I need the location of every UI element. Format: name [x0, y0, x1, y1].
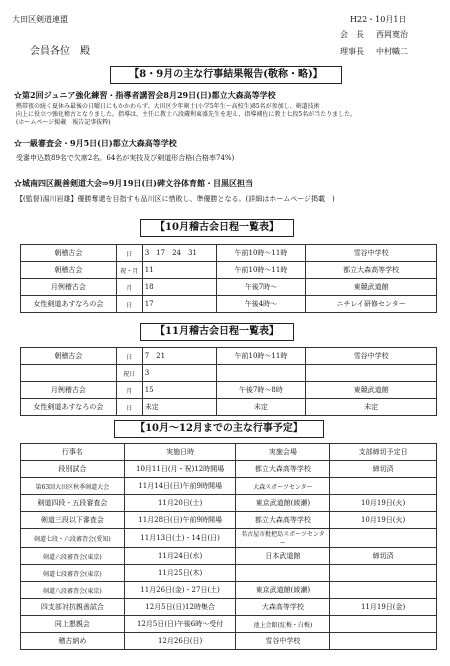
nov-place: 未定 [306, 399, 437, 416]
sched-venue [236, 565, 330, 582]
sched-deadline: 10月19日(火) [330, 495, 437, 512]
nov-name: 女性剣道あすなろの会 [21, 399, 117, 416]
nov-name: 月例稽古会 [21, 382, 117, 399]
event1-title: ☆第2回ジュニア強化練習・指導者講習会8月29日(日)都立大森高等学校 [14, 90, 276, 100]
sched-date: 10月11日(月・祝)12時開場 [124, 461, 236, 478]
sched-date: 11月25日(木) [124, 565, 236, 582]
sched-row [21, 512, 437, 529]
sched-deadline [330, 478, 437, 495]
sched-event: 稽古納め [21, 633, 125, 650]
sched-deadline: 締切済 [330, 548, 437, 565]
oct-day-tag: 祝・月 [116, 262, 142, 279]
sched-row [21, 461, 437, 478]
issue-date: H22・10月1日 [350, 15, 407, 24]
sched-row [21, 548, 437, 565]
director-name: 中村幟二 [376, 47, 408, 56]
oct-place: ニチレイ研修センター [306, 296, 437, 313]
event1-body2: 向上に役立つ強化稽古となりました。指導は、主任に教士八段蔵利東盛先生を迎え、指導補佐に教士七段5名が当たりました。 [16, 111, 357, 118]
oct-time: 午前10時〜11時 [216, 245, 306, 262]
sched-venue: 大森スポーツセンター [236, 478, 330, 495]
sched-row [21, 495, 437, 512]
sched-date: 12月5日(日)12時集合 [124, 599, 236, 616]
sched-row [21, 633, 437, 650]
nov-time [216, 365, 306, 382]
sched-date: 11月14日(日)午前9時開場 [124, 478, 236, 495]
sched-deadline [330, 565, 437, 582]
oct-days: 11 [142, 262, 216, 279]
sched-deadline: 11月19日(金) [330, 599, 437, 616]
sched-head-date: 実施日時 [124, 444, 236, 461]
report-title: 【8・9月の主な行事結果報告(敬称・略)】 [110, 66, 342, 84]
nov-days: 未定 [142, 399, 216, 416]
sched-deadline: 締切済 [330, 461, 437, 478]
nov-row [21, 382, 437, 399]
event2-body: 受審申込数89名で欠席2名。64名が実技及び剣道形合格(合格率74%) [16, 154, 235, 162]
nov-place: 雪谷中学校 [306, 348, 437, 365]
sched-venue: 名古屋市枇杷島スポーツセンター [236, 529, 330, 548]
nov-day-tag: 日 [116, 399, 142, 416]
sched-date: 11月28日(日)午前9時開場 [124, 512, 236, 529]
oct-time: 午後7時〜 [216, 279, 306, 296]
sched-event: 剣道六段審査会(東京) [21, 548, 125, 565]
sched-deadline [330, 582, 437, 599]
sched-venue: 東京武道館(綾瀬) [236, 495, 330, 512]
sched-row [21, 599, 437, 616]
nov-day-tag: 月 [116, 382, 142, 399]
sched-row [21, 616, 437, 633]
oct-name: 朝稽古会 [21, 262, 117, 279]
sched-venue: 池上会館(紅梅・白梅) [236, 616, 330, 633]
sched-head-venue: 実施会場 [236, 444, 330, 461]
event3-title: ☆城南四区親善剣道大会⇒9月19日(日)碑文谷体育館・目黒区担当 [14, 178, 253, 188]
sched-event: 剣道三段以下審査会 [21, 512, 125, 529]
sched-deadline [330, 633, 437, 650]
oct-place: 都立大森高等学校 [306, 262, 437, 279]
oct-day-tag: 日 [116, 296, 142, 313]
oct-row [21, 245, 437, 262]
nov-row [21, 365, 437, 382]
recipient: 会員各位 殿 [30, 46, 90, 57]
oct-days: 17 [142, 296, 216, 313]
nov-days: 3 [142, 365, 216, 382]
president-title: 会 長 [340, 30, 364, 39]
sched-venue: 都立大森高等学校 [236, 461, 330, 478]
sched-venue: 都立大森高等学校 [236, 512, 330, 529]
sched-head-event: 行事名 [21, 444, 125, 461]
sched-table [20, 443, 437, 650]
president-name: 西岡寛治 [376, 30, 408, 39]
sched-event: 剣道八段審査会(東京) [21, 582, 125, 599]
oct-days: 18 [142, 279, 216, 296]
oct-day-tag: 月 [116, 279, 142, 296]
sched-venue: 大森高等学校 [236, 599, 330, 616]
oct-table [20, 244, 437, 313]
nov-name: 朝稽古会 [21, 348, 117, 365]
oct-days: 3 17 24 31 [142, 245, 216, 262]
nov-title: 【11月稽古会日程一覧表】 [140, 323, 294, 341]
nov-row [21, 399, 437, 416]
sched-deadline [330, 616, 437, 633]
oct-title: 【10月稽古会日程一覧表】 [140, 219, 294, 237]
oct-day-tag: 日 [116, 245, 142, 262]
nov-row [21, 348, 437, 365]
nov-place [306, 365, 437, 382]
event1-body3: (ホームページ掲載 報告記事抜粋) [16, 119, 111, 126]
sched-date: 11月24日(水) [124, 548, 236, 565]
nov-time: 未定 [216, 399, 306, 416]
nov-time: 午前10時〜11時 [216, 348, 306, 365]
sched-venue: 日本武道館 [236, 548, 330, 565]
oct-time: 午後4時〜 [216, 296, 306, 313]
org-name: 大田区剣道連盟 [12, 15, 68, 24]
oct-name: 朝稽古会 [21, 245, 117, 262]
sched-venue: 東京武道館(綾瀬) [236, 582, 330, 599]
sched-row [21, 582, 437, 599]
sched-event: 同上懇親会 [21, 616, 125, 633]
oct-name: 女性剣道あすなろの会 [21, 296, 117, 313]
sched-date: 12月26日(日) [124, 633, 236, 650]
sched-date: 11月13日(土)・14日(日) [124, 529, 236, 548]
sched-row [21, 478, 437, 495]
sched-row [21, 529, 437, 548]
sched-date: 12月5日(日)午後6時〜受付 [124, 616, 236, 633]
sched-date: 11月20日(土) [124, 495, 236, 512]
oct-time: 午前10時〜11時 [216, 262, 306, 279]
nov-day-tag: 祝日 [116, 365, 142, 382]
sched-event: 段別試合 [21, 461, 125, 478]
oct-place: 東競武道館 [306, 279, 437, 296]
event1-body1: 熱帯夜の続く夏休み最後の日曜日にもかかわらず、大田区少年剣士(小学5年生〜高校生)85名が参加し、剣道技術 [16, 103, 320, 110]
sched-event: 剣道七段審査会(東京) [21, 565, 125, 582]
nov-days: 15 [142, 382, 216, 399]
oct-row [21, 279, 437, 296]
sched-venue: 雪谷中学校 [236, 633, 330, 650]
sched-title: 【10月〜12月までの主な行事予定】 [114, 420, 324, 438]
nov-place: 東競武道館 [306, 382, 437, 399]
sched-head-deadline: 支部締切予定日 [330, 444, 437, 461]
event3-body: 【(監督)湯川岩雄】優勝奪還を目指すも品川区に惜敗し、準優勝となる。(詳細はホームページ掲載 ) [16, 195, 335, 203]
nov-time: 午後7時〜8時 [216, 382, 306, 399]
nov-day-tag: 日 [116, 348, 142, 365]
oct-place: 雪谷中学校 [306, 245, 437, 262]
sched-date: 11月26日(金)・27日(土) [124, 582, 236, 599]
oct-name: 月例稽古会 [21, 279, 117, 296]
nov-days: 7 21 [142, 348, 216, 365]
oct-row [21, 296, 437, 313]
sched-row [21, 565, 437, 582]
sched-event: 剣道七段・六段審査会(愛知) [21, 529, 125, 548]
nov-name [21, 365, 117, 382]
sched-deadline: 10月19日(火) [330, 512, 437, 529]
sched-event: 剣道四段・五段審査会 [21, 495, 125, 512]
sched-event: 四支部対抗親善試合 [21, 599, 125, 616]
director-title: 理事長 [340, 47, 364, 56]
oct-row [21, 262, 437, 279]
sched-deadline [330, 529, 437, 548]
event2-title: ☆一級審査会・9月5日(日)都立大森高等学校 [14, 138, 177, 148]
nov-table [20, 347, 437, 416]
sched-event: 第63回大田区秋季剣道大会 [21, 478, 125, 495]
